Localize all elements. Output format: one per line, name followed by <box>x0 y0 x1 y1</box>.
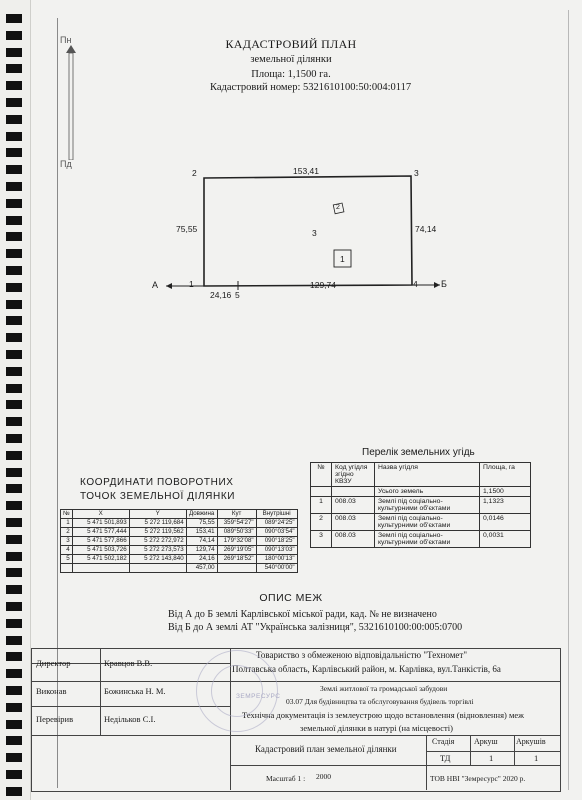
table-cell: 2 <box>311 514 332 531</box>
table-cell: 269°19'05" <box>217 546 256 555</box>
checked-name: Недільков С.І. <box>104 714 156 724</box>
table-cell: 1,1500 <box>480 487 531 497</box>
coords-heading: КООРДИНАТИ ПОВОРОТНИХ <box>80 477 234 488</box>
table-cell: 5 471 577,444 <box>72 528 129 537</box>
executor-label: Виконав <box>36 686 67 696</box>
cadastral-number: Кадастровий номер: 5321610100:50:004:0117 <box>210 82 412 93</box>
table-cell: 180°00'13" <box>256 555 297 564</box>
plan-name: Кадастровий план земельної ділянки <box>255 744 397 754</box>
table-cell: 089°50'33" <box>217 528 256 537</box>
table-cell <box>217 564 256 573</box>
divider <box>230 765 560 766</box>
table-cell: 5 272 273,573 <box>129 546 186 555</box>
table-cell: 5 471 577,866 <box>72 537 129 546</box>
organization-name: Товариство з обмеженою відповідальністю "Техномет" <box>256 650 468 660</box>
table-cell: 0,0146 <box>480 514 531 531</box>
executor-name: Божинська Н. М. <box>104 686 166 696</box>
north-letter: Пн <box>60 35 72 45</box>
building-label: 1 <box>340 254 345 264</box>
direction-label-b: Б <box>441 279 447 289</box>
divider <box>470 735 471 765</box>
table-cell: 179°32'08" <box>217 537 256 546</box>
table-cell: 090°18'25" <box>256 537 297 546</box>
sheets-value: 1 <box>534 753 539 763</box>
stage-label: Стадія <box>432 737 455 746</box>
direction-label-a: А <box>152 280 159 290</box>
scale-value: 2000 <box>316 772 331 781</box>
table-header-row <box>311 463 531 487</box>
column-header: Внутрішні <box>256 510 297 519</box>
table-cell: 0,0031 <box>480 531 531 548</box>
table-cell: 3 <box>61 537 73 546</box>
page-subtitle: земельної ділянки <box>250 54 332 65</box>
table-cell: 008.03 <box>332 497 375 514</box>
table-total-row <box>311 487 531 497</box>
divider <box>31 681 560 682</box>
column-header: X <box>72 510 129 519</box>
parcel-label: 3 <box>312 228 317 238</box>
table-total-row <box>61 564 298 573</box>
borders-title: ОПИС МЕЖ <box>259 592 323 604</box>
table-cell: 5 272 119,684 <box>129 519 186 528</box>
table-cell: 5 272 119,562 <box>129 528 186 537</box>
table-cell: 5 471 502,182 <box>72 555 129 564</box>
structure-label: 2 <box>336 204 340 211</box>
side-length-label: 153,41 <box>293 166 319 176</box>
table-row <box>311 497 531 514</box>
table-cell: 3 <box>311 531 332 548</box>
column-header: Y <box>129 510 186 519</box>
column-header: № <box>311 463 332 487</box>
point-label: 1 <box>189 279 194 289</box>
south-letter: Пд <box>60 159 72 169</box>
column-header: Кут <box>217 510 256 519</box>
table-cell: 5 272 272,972 <box>129 537 186 546</box>
column-header: Площа, га <box>480 463 531 487</box>
table-cell: 5 <box>61 555 73 564</box>
table-cell: 008.03 <box>332 514 375 531</box>
total-angle: 540°00'00" <box>256 564 297 573</box>
border-description: Від А до Б землі Карлівської міської ради, кад. № не визначено <box>168 609 437 620</box>
side-length-label: 24,16 <box>210 290 232 300</box>
side-length-label: 75,55 <box>176 224 198 234</box>
table-row <box>311 514 531 531</box>
stage-value: ТД <box>440 753 451 763</box>
table-cell: 1 <box>61 519 73 528</box>
side-length-label: 129,74 <box>310 280 336 290</box>
seal-stamp-icon: ЗЕМРЕСУРС <box>236 693 281 700</box>
table-cell <box>332 487 375 497</box>
table-cell: 090°13'03" <box>256 546 297 555</box>
page-title: КАДАСТРОВИЙ ПЛАН <box>225 37 357 51</box>
director-name: Кравцов В.В. <box>104 658 153 668</box>
divider <box>426 735 427 765</box>
seal-stamp-icon <box>196 650 281 732</box>
point-label: 4 <box>413 279 418 289</box>
table-cell: 090°03'54" <box>256 528 297 537</box>
point-label: 3 <box>414 168 419 178</box>
table-cell: 24,16 <box>186 555 217 564</box>
table-cell: 75,55 <box>186 519 217 528</box>
table-row <box>61 537 298 546</box>
divider <box>514 735 515 765</box>
land-purpose-code: 03.07 Для будівництва та обслуговування будівель торгівлі <box>286 697 474 706</box>
table-cell: 1,1323 <box>480 497 531 514</box>
total-length: 457,00 <box>186 564 217 573</box>
table-row <box>61 555 298 564</box>
table-cell: 153,41 <box>186 528 217 537</box>
divider <box>426 751 560 752</box>
table-cell: 5 471 503,726 <box>72 546 129 555</box>
table-cell: Усього земель <box>375 487 480 497</box>
table-row <box>61 519 298 528</box>
divider <box>426 765 427 790</box>
documentation-title: Технічна документація із землеустрою щодо встановлення (відновлення) меж <box>242 710 524 720</box>
table-cell: 5 471 501,893 <box>72 519 129 528</box>
table-cell <box>311 487 332 497</box>
documentation-title: земельної ділянки в натурі (на місцевості) <box>300 723 453 733</box>
table-cell: Землі під соціально-культурними об'єктами <box>375 514 480 531</box>
column-header: Довжина <box>186 510 217 519</box>
point-label: 5 <box>235 290 240 300</box>
table-cell: Землі під соціально-культурними об'єктами <box>375 531 480 548</box>
table-cell <box>129 564 186 573</box>
table-cell: 129,74 <box>186 546 217 555</box>
table-cell: 359°54'27" <box>217 519 256 528</box>
table-cell: 74,14 <box>186 537 217 546</box>
land-purpose: Землі житлової та громадської забудови <box>320 684 448 693</box>
point-label: 2 <box>192 168 197 178</box>
table-row <box>311 531 531 548</box>
organization-address: Полтавська область, Карлівський район, м. Карлівка, вул.Танкістів, 6а <box>232 664 501 674</box>
sheet-label: Аркуш <box>474 737 498 746</box>
coords-heading: ТОЧОК ЗЕМЕЛЬНОЇ ДІЛЯНКИ <box>80 491 236 502</box>
divider <box>100 648 101 735</box>
director-label: Директор <box>36 658 71 668</box>
table-cell: 269°18'52" <box>217 555 256 564</box>
table-cell: 5 272 143,840 <box>129 555 186 564</box>
table-row <box>61 546 298 555</box>
table-cell <box>72 564 129 573</box>
border-description: Від Б до А землі АТ "Українська залізниця", 5321610100:00:005:0700 <box>168 622 463 633</box>
table-cell <box>61 564 73 573</box>
column-header: № <box>61 510 73 519</box>
coordinates-table <box>60 509 298 573</box>
table-header-row <box>61 510 298 519</box>
table-cell: 4 <box>61 546 73 555</box>
sheets-label: Аркушів <box>516 737 546 746</box>
area-line: Площа: 1,1500 га. <box>251 69 331 80</box>
column-header: Назва угідля <box>375 463 480 487</box>
table-row <box>61 528 298 537</box>
table-cell: 089°24'25" <box>256 519 297 528</box>
table-cell: Землі під соціально-культурними об'єктами <box>375 497 480 514</box>
table-cell: 2 <box>61 528 73 537</box>
footer-organization: ТОВ НВІ "Земресурс" 2020 р. <box>430 774 526 783</box>
sheet-value: 1 <box>489 753 494 763</box>
lands-table <box>310 462 531 548</box>
scale-label: Масштаб 1 : <box>266 774 306 783</box>
divider <box>31 735 560 736</box>
column-header: Код угідля згідно КВЗУ <box>332 463 375 487</box>
table-cell: 008.03 <box>332 531 375 548</box>
checked-label: Перевірив <box>36 714 74 724</box>
lands-title: Перелік земельних угідь <box>362 447 475 458</box>
table-cell: 1 <box>311 497 332 514</box>
side-length-label: 74,14 <box>415 224 437 234</box>
